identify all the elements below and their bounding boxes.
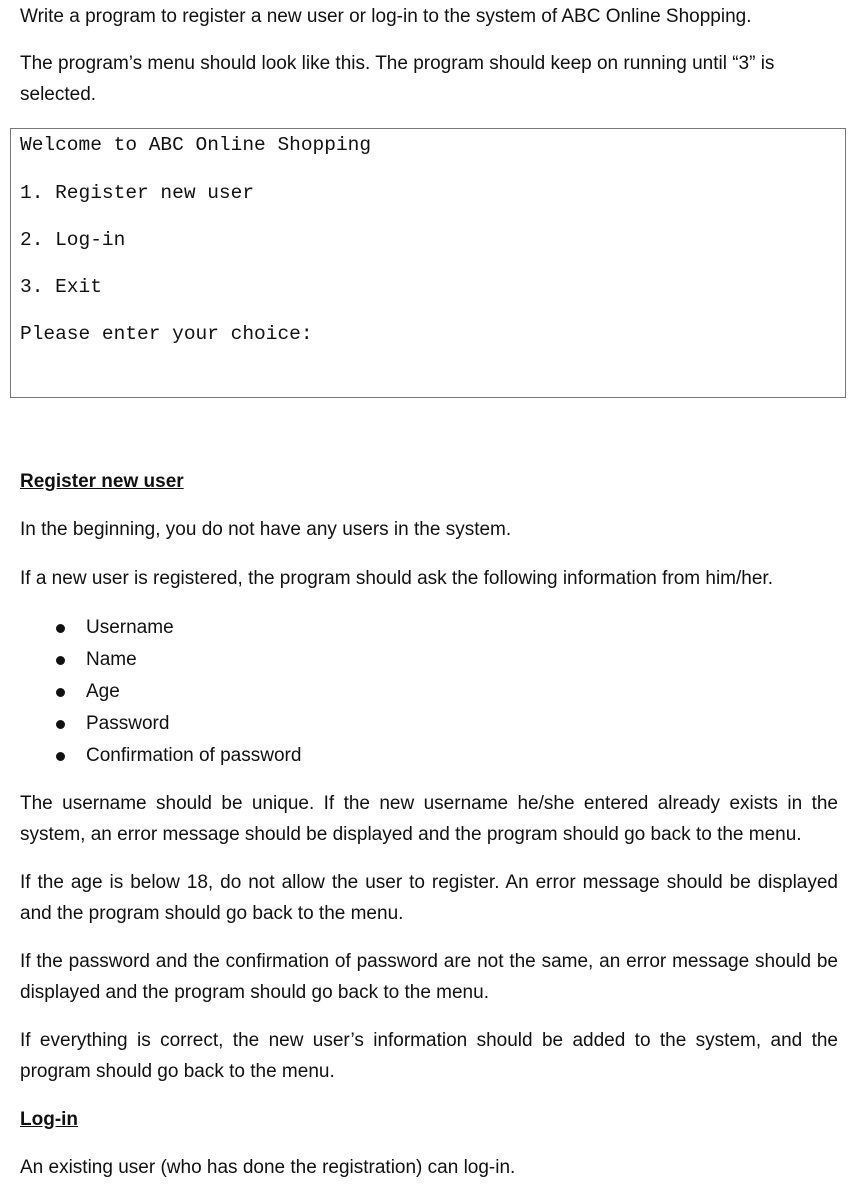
register-fields-list: [0, 612, 852, 772]
register-paragraph-5: If the password and the confirmation of password are not the same, an error message should be displayed and the program should go back to the menu.: [20, 951, 838, 1003]
login-paragraph-1: An existing user (who has done the registration) can log-in.: [20, 1157, 516, 1178]
list-item: [0, 612, 852, 644]
register-paragraph-2: If a new user is registered, the program should ask the following information from him/her.: [20, 568, 773, 589]
console-option-2: 2. Log-in: [20, 229, 126, 251]
register-paragraph-4: If the age is below 18, do not allow the user to register. An error message should be displayed and the program should go back to the menu.: [20, 872, 838, 924]
list-item: [0, 644, 852, 676]
field-name: Name: [86, 649, 137, 670]
list-item: [0, 740, 852, 772]
bullet-icon: [56, 752, 65, 761]
bullet-icon: [56, 656, 65, 665]
register-paragraph-6: If everything is correct, the new user’s information should be added to the system, and the program should go back to the menu.: [20, 1030, 838, 1082]
console-option-1: 1. Register new user: [20, 182, 255, 204]
bullet-icon: [56, 624, 65, 633]
list-item: [0, 676, 852, 708]
intro-line: Write a program to register a new user or log-in to the system of ABC Online Shopping.: [20, 6, 752, 27]
field-password: Password: [86, 713, 170, 734]
register-paragraph-3: The username should be unique. If the new username he/she entered already exists in the system, an error message should be displayed and the program should go back to the menu.: [20, 793, 838, 845]
register-paragraph-1: In the beginning, you do not have any users in the system.: [20, 519, 512, 540]
register-heading: Register new user: [20, 471, 184, 492]
console-prompt: Please enter your choice:: [20, 323, 313, 345]
bullet-icon: [56, 720, 65, 729]
menu-console-box: [10, 128, 846, 398]
login-heading: Log-in: [20, 1109, 79, 1130]
field-confirm-password: Confirmation of password: [86, 745, 302, 766]
field-username: Username: [86, 617, 174, 638]
list-item: [0, 708, 852, 740]
console-title: Welcome to ABC Online Shopping: [20, 134, 372, 156]
field-age: Age: [86, 681, 120, 702]
bullet-icon: [56, 688, 65, 697]
intro-menu-description: The program’s menu should look like this. The program should keep on running until “3” is selected.: [20, 53, 775, 105]
console-option-3: 3. Exit: [20, 276, 102, 298]
